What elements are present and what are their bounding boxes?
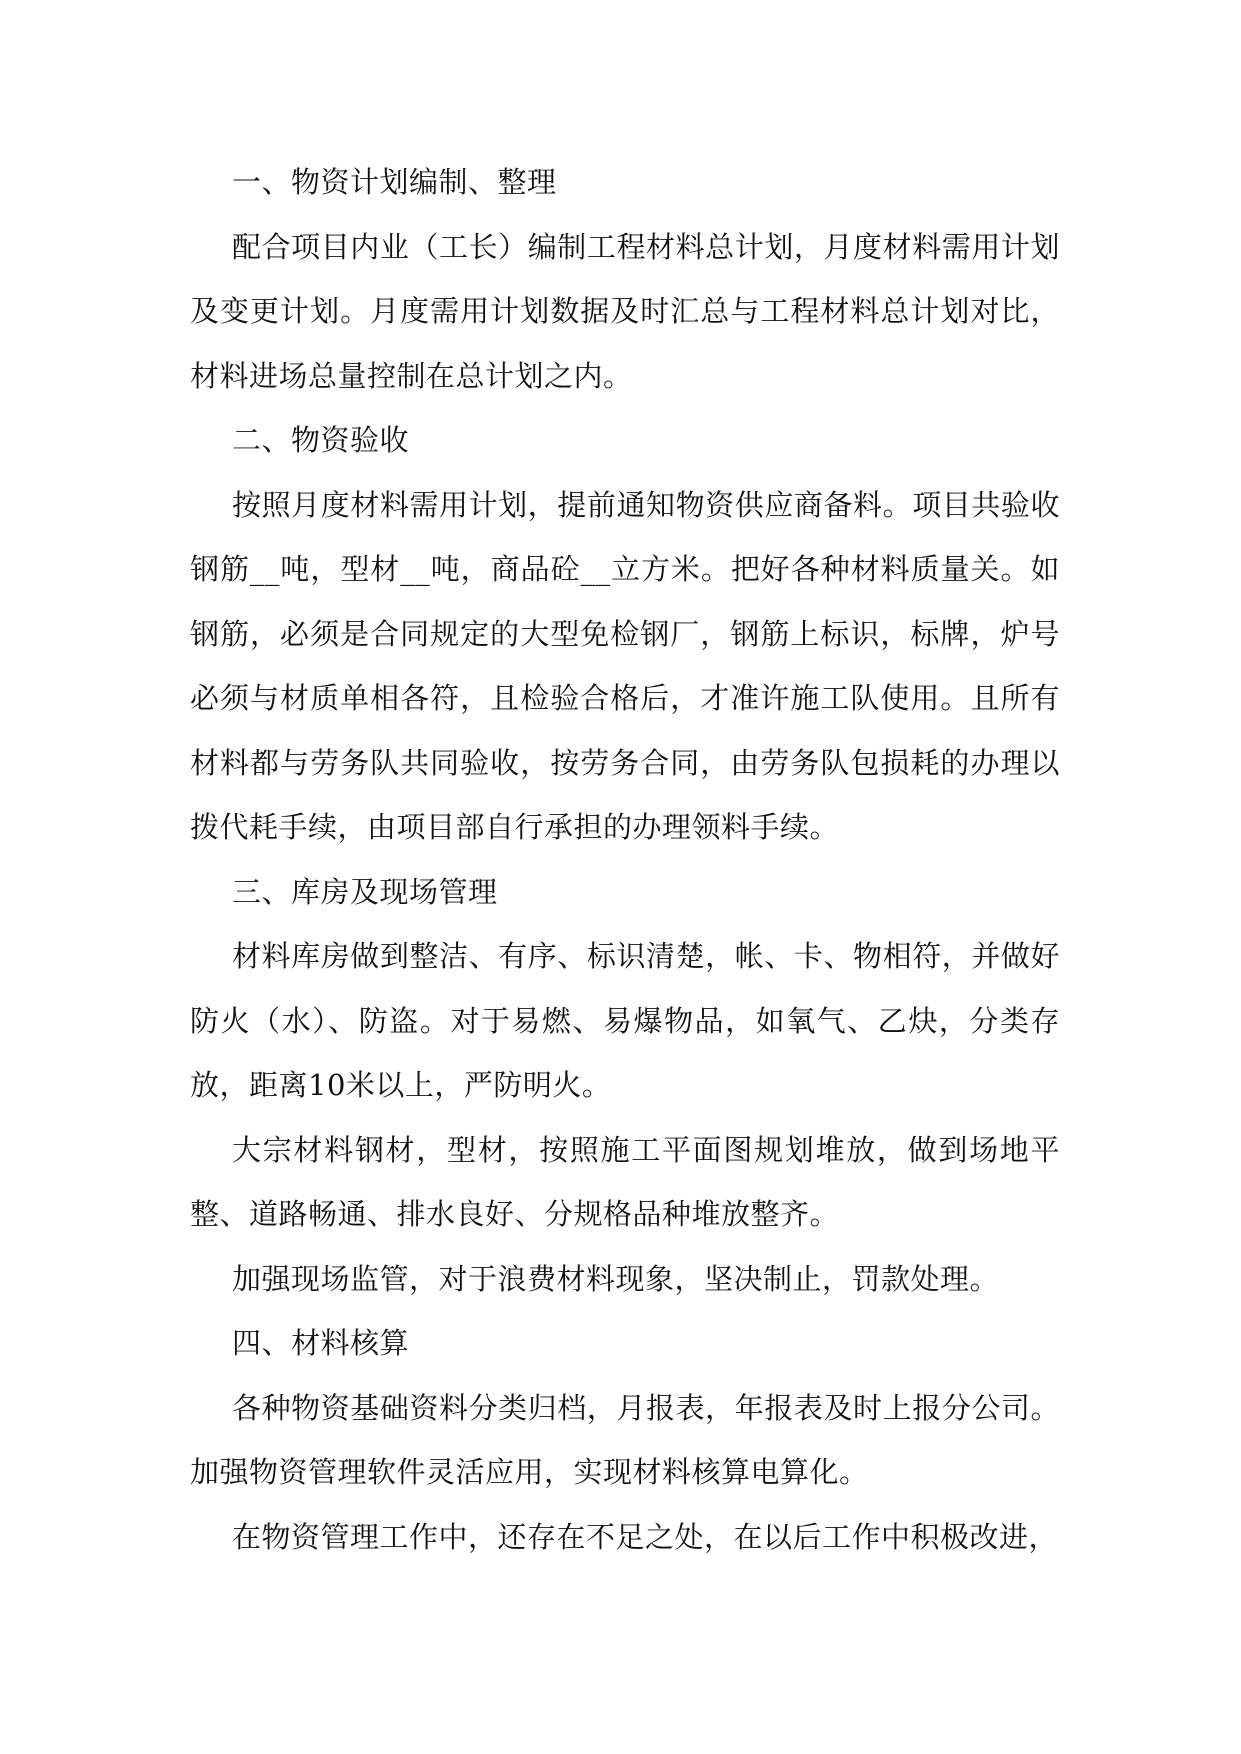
section-heading-plan: 一、物资计划编制、整理	[232, 165, 557, 199]
paragraph-acceptance: 按照月度材料需用计划，提前通知物资供应商备料。项目共验收钢筋__吨，型材__吨，商品砼__立方米。把好各种材料质量关。如钢筋，必须是合同规定的大型免检钢厂，钢筋上标识，标牌，炉号必须与材质单相各符，且检验合格后，才准许施工队使用。且所有材料都与劳务队共同验收，按劳务合同，由劳务队包损耗的办理以拨代耗手续，由项目部自行承担的办理领料手续。	[190, 487, 1060, 844]
paragraph-plan: 配合项目内业（工长）编制工程材料总计划，月度材料需用计划及变更计划。月度需用计划数据及时汇总与工程材料总计划对比，材料进场总量控制在总计划之内。	[190, 229, 1060, 393]
paragraph-improvement: 在物资管理工作中，还存在不足之处，在以后工作中积极改进，	[232, 1519, 1059, 1554]
paragraph-site-supervision: 加强现场监管，对于浪费材料现象，坚决制止，罚款处理。	[232, 1261, 1000, 1296]
paragraph-accounting: 各种物资基础资料分类归档，月报表，年报表及时上报分公司。加强物资管理软件灵活应用，实现材料核算电算化。	[190, 1390, 1060, 1489]
section-heading-accounting: 四、材料核算	[232, 1326, 410, 1360]
section-heading-warehouse: 三、库房及现场管理	[232, 874, 498, 909]
paragraph-bulk-materials: 大宗材料钢材，型材，按照施工平面图规划堆放，做到场地平整、道路畅通、排水良好、分规格品种堆放整齐。	[190, 1132, 1060, 1231]
section-heading-acceptance: 二、物资验收	[232, 423, 410, 457]
document-page	[190, 150, 1060, 1569]
paragraph-warehouse: 材料库房做到整洁、有序、标识清楚，帐、卡、物相符，并做好防火（水）、防盗。对于易燃、易爆物品，如氧气、乙炔，分类存放，距离10米以上，严防明火。	[190, 939, 1060, 1102]
